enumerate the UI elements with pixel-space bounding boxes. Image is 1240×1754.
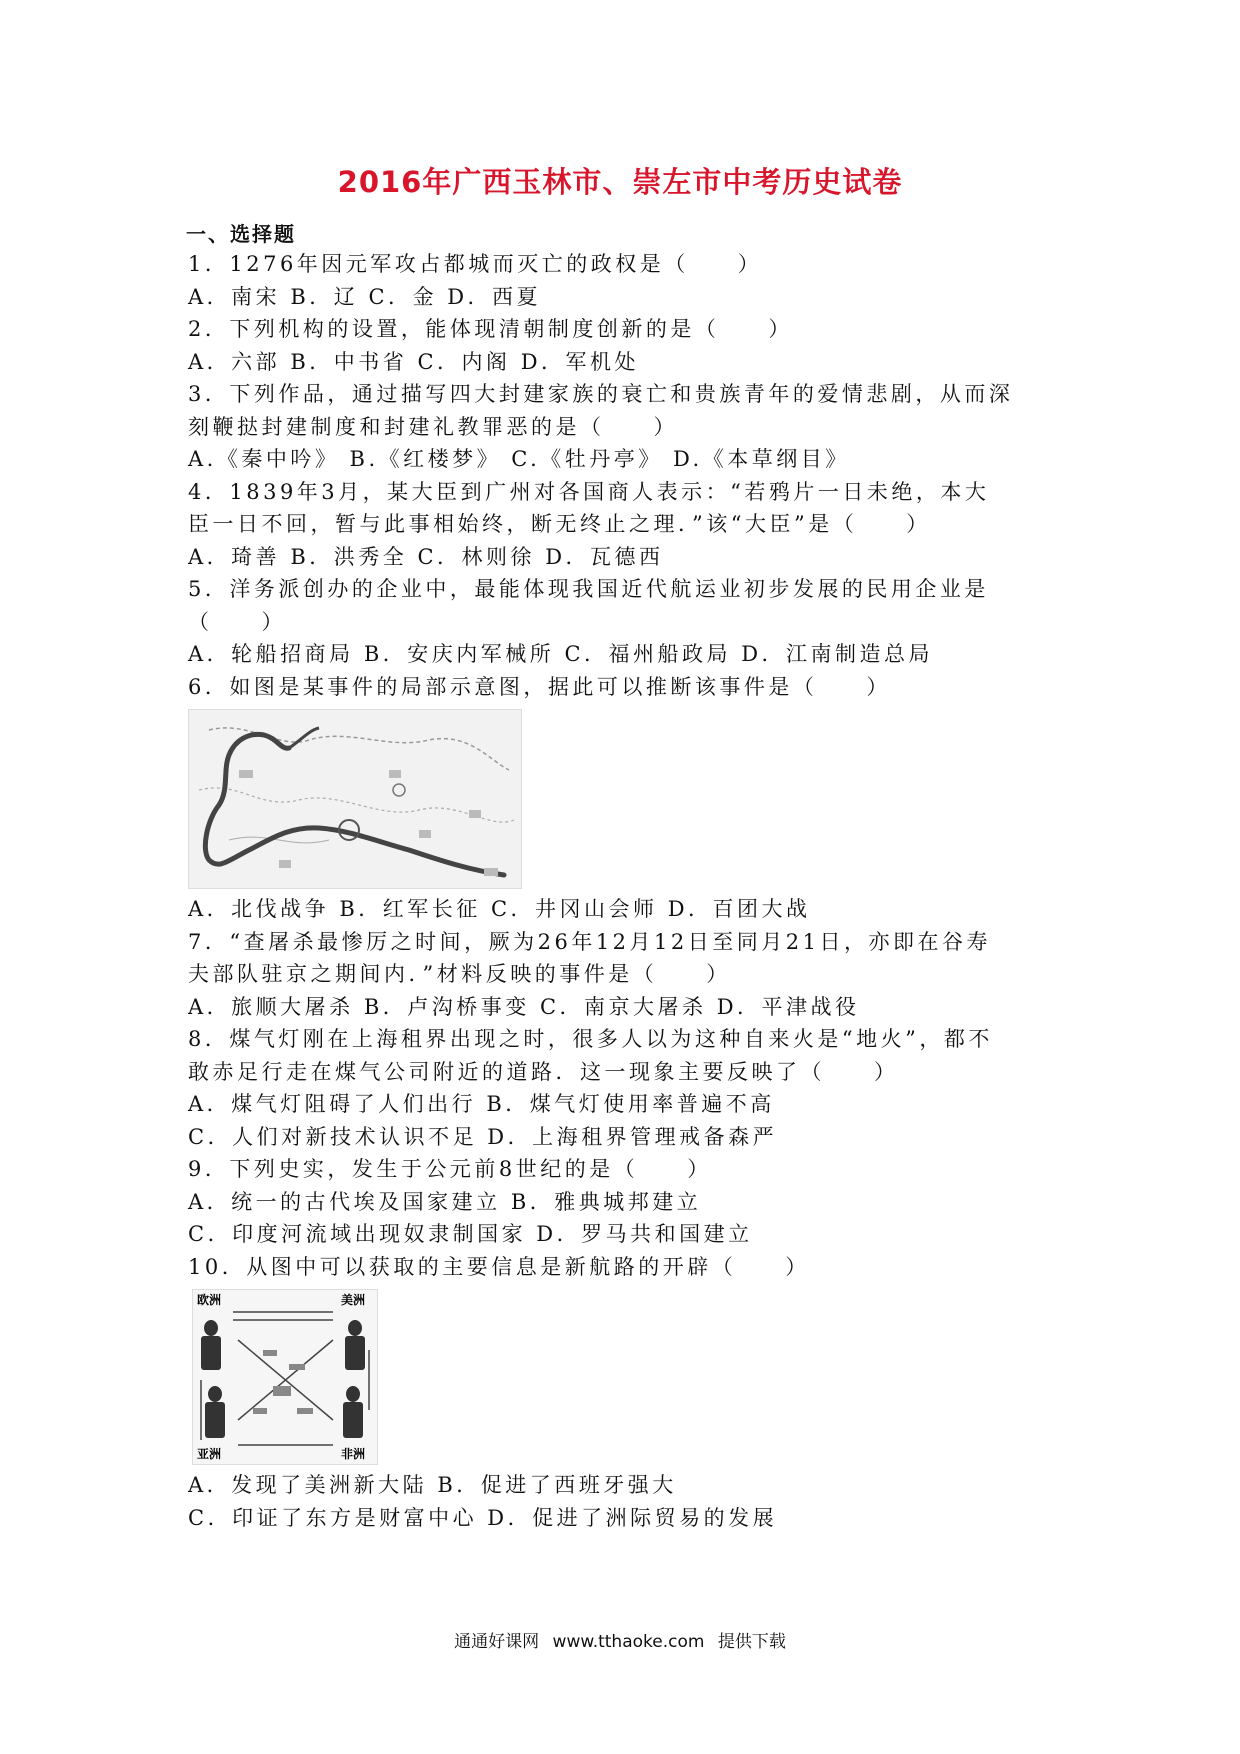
q7-options: A．旅顺大屠杀 B．卢沟桥事变 C．南京大屠杀 D．平津战役 — [188, 994, 860, 1019]
q9-options-line1: A．统一的古代埃及国家建立 B．雅典城邦建立 — [188, 1189, 702, 1214]
q9-options-line2: C．印度河流域出现奴隶制国家 D．罗马共和国建立 — [188, 1222, 753, 1246]
q2-options: A．六部 B．中书省 C．内阁 D．军机处 — [188, 349, 640, 374]
africa-label: 非洲 — [341, 1447, 366, 1461]
q3-options: A.《秦中吟》 B.《红楼梦》 C.《牡丹亭》 D.《本草纲目》 — [188, 447, 850, 471]
q8-options-line2: C．人们对新技术认识不足 D．上海租界管理戒备森严 — [188, 1124, 778, 1149]
europe-label: 欧洲 — [197, 1293, 222, 1307]
question-list — [188, 248, 1068, 1534]
q6-stem: 6．如图是某事件的局部示意图，据此可以推断该事件是（ ） — [188, 674, 891, 699]
q8-stem-line2: 敢赤足行走在煤气公司附近的道路．这一现象主要反映了（ ） — [188, 1059, 899, 1084]
page-title: 2016年广西玉林市、崇左市中考历史试卷 — [337, 165, 903, 199]
route-map-illustration — [189, 710, 521, 888]
q10-options-line2: C．印证了东方是财富中心 D．促进了洲际贸易的发展 — [188, 1505, 778, 1530]
america-label: 美洲 — [341, 1293, 366, 1307]
q7-stem-line2: 夫部队驻京之期间内．”材料反映的事件是（ ） — [188, 962, 731, 986]
q4-stem-line1: 4．1839年3月，某大臣到广州对各国商人表示：“若鸦片一日未绝，本大 — [188, 479, 990, 504]
q2-stem: 2．下列机构的设置，能体现清朝制度创新的是（ ） — [188, 317, 793, 341]
q8-options-line1: A．煤气灯阻碍了人们出行 B．煤气灯使用率普遍不高 — [188, 1092, 775, 1116]
triangle-trade-figure — [192, 1289, 378, 1465]
footer-site-name: 通通好课网 — [454, 1632, 540, 1652]
q9-stem: 9．下列史实，发生于公元前8世纪的是（ ） — [188, 1157, 712, 1181]
q3-stem-line2: 刻鞭挞封建制度和封建礼教罪恶的是（ ） — [188, 414, 678, 439]
q4-options: A．琦善 B．洪秀全 C．林则徐 D．瓦德西 — [188, 544, 664, 569]
trade-routes-illustration — [193, 1290, 377, 1464]
q5-stem-line2: （ ） — [188, 609, 286, 634]
q1-stem: 1．1276年因元军攻占都城而灭亡的政权是（ ） — [188, 252, 763, 276]
q3-stem-line1: 3．下列作品，通过描写四大封建家族的衰亡和贵族青年的爱情悲剧，从而深 — [188, 382, 1014, 406]
q8-stem-line1: 8．煤气灯刚在上海租界出现之时，很多人以为这种自来火是“地火”，都不 — [188, 1027, 993, 1051]
q10-options-line1: A．发现了美洲新大陆 B．促进了西班牙强大 — [188, 1473, 677, 1497]
footer-note: 提供下载 — [717, 1632, 786, 1652]
section-heading: 一、选择题 — [186, 222, 296, 246]
q5-stem-line1: 5．洋务派创办的企业中，最能体现我国近代航运业初步发展的民用企业是 — [188, 577, 989, 601]
q7-stem-line1: 7．“查屠杀最惨厉之时间，厥为26年12月12日至同月21日，亦即在谷寿 — [188, 929, 991, 954]
q6-options: A．北伐战争 B．红军长征 C．井冈山会师 D．百团大战 — [188, 897, 811, 921]
footer-url[interactable]: www.tthaoke.com — [552, 1632, 705, 1652]
q1-options: A．南宋 B．辽 C．金 D．西夏 — [188, 284, 542, 309]
long-march-map-figure — [188, 709, 522, 889]
q4-stem-line2: 臣一日不回，暂与此事相始终，断无终止之理．”该“大臣”是（ ） — [188, 512, 931, 536]
q5-options: A．轮船招商局 B．安庆内军械所 C．福州船政局 D．江南制造总局 — [188, 642, 934, 666]
asia-label: 亚洲 — [197, 1447, 222, 1461]
page-footer — [0, 1627, 1240, 1652]
q10-stem: 10．从图中可以获取的主要信息是新航路的开辟（ ） — [188, 1254, 810, 1279]
